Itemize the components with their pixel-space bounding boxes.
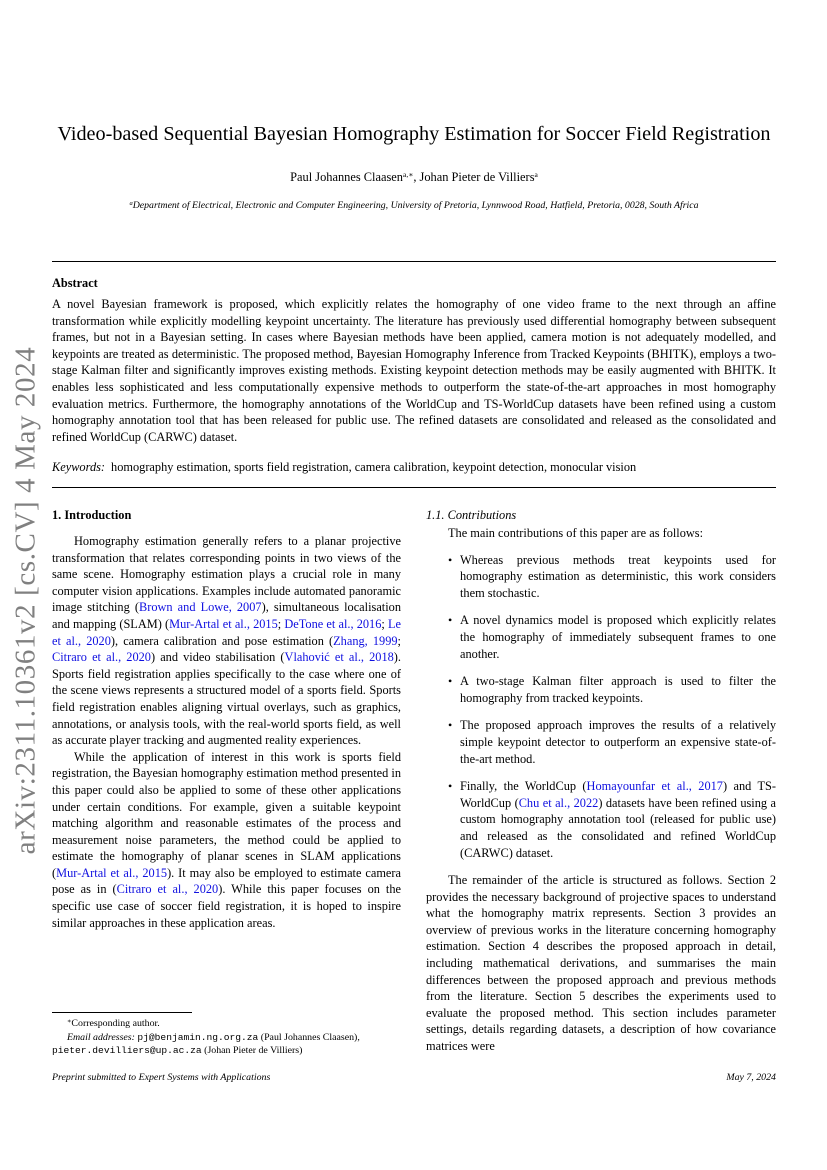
citation-link[interactable]: Citraro et al., 2020 [52, 650, 151, 665]
list-item [426, 717, 776, 767]
list-item-text: Whereas previous methods treat keypoints used for homography estimation as deterministic, this work considers them stochastic. [460, 552, 776, 600]
author-separator: , [413, 170, 420, 184]
email-label: Email addresses: [67, 1031, 135, 1043]
abstract-heading: Abstract [52, 276, 98, 290]
keywords-text: homography estimation, sports field registration, camera calibration, keypoint detection, monocular vision [111, 460, 637, 474]
text-run: ). While this paper focuses on the specific use case of soccer field registration, it is hoped to inspire similar approaches in these application areas. [52, 882, 401, 930]
list-item [426, 612, 776, 662]
author-affiliation-mark: a [534, 170, 538, 179]
footnotes [52, 1015, 412, 1058]
list-item-text: A two-stage Kalman filter approach is used to filter the homography from tracked keypoints. [460, 674, 776, 705]
citation-link[interactable]: Homayounfar et al., 2017 [586, 779, 723, 794]
footnote-emails [52, 1031, 412, 1045]
corresponding-mark: ∗ [67, 1018, 72, 1025]
abstract-top-rule [52, 261, 776, 262]
arxiv-identifier-stamp [6, 330, 46, 870]
footer-date: May 7, 2024 [726, 1072, 776, 1083]
bullet-icon: • [448, 613, 453, 628]
left-column [52, 507, 401, 931]
email-owner: (Paul Johannes Claasen), [260, 1031, 360, 1043]
text-run: While the application of interest in this work is sports field registration, the Bayesian homography estimation method presented in this paper could also be applied to some of these other applications under certain conditions. For example, given a suitable keypoint matching algorithm and reasonable estimates of the process and measurement noise parameters, the method could be applied to estimate the homography of planar scenes in SLAM applications ( [52, 749, 401, 880]
list-item-text: A novel dynamics model is proposed which explicitly relates the homography of immediately subsequent frames to one another. [460, 613, 776, 661]
keywords-label: Keywords: [52, 460, 106, 474]
email-owner: (Johan Pieter de Villiers) [204, 1045, 303, 1056]
text-run: ) datasets have been refined using a custom homography annotation tool (released for public use) and released as the consolidated and refined WorldCup (CARWC) dataset. [460, 795, 776, 860]
bullet-icon: • [448, 674, 453, 689]
arxiv-identifier-text: arXiv:2311.10361v2 [cs.CV] 4 May 2024 [9, 346, 42, 854]
right-column [426, 507, 776, 1055]
subsection-heading-contributions: 1.1. Contributions [426, 508, 517, 522]
intro-paragraph-2 [52, 749, 401, 932]
list-item [426, 673, 776, 706]
text-run: ). Sports field registration applies specifically to the case where one of the scene views represents a structured model of a sports field. Sports field registration enables aligning virtual overlays, such as graphics, annotations, or analysis tools, with the real-world sports field, as well as accurate player tracking and augmented reality experiences. [52, 650, 401, 748]
citation-link[interactable]: Chu et al., 2022 [518, 795, 599, 810]
text-run: ; [397, 633, 401, 648]
citation-link[interactable]: Citraro et al., 2020 [116, 882, 219, 897]
bullet-icon: • [448, 718, 453, 733]
email-link[interactable]: pieter.devilliers@up.ac.za [52, 1045, 202, 1056]
abstract-bottom-rule [52, 487, 776, 488]
author-name: Paul Johannes Claasen [290, 170, 403, 184]
citation-link[interactable]: Zhang, 1999 [333, 633, 398, 648]
citation-link[interactable]: Brown and Lowe, 2007 [138, 600, 262, 615]
text-run: Finally, the WorldCup ( [460, 779, 587, 794]
affiliation-mark: a [129, 200, 133, 207]
author-affiliation-mark: a,∗ [403, 170, 414, 179]
footnote-rule [52, 1012, 192, 1013]
abstract-text: A novel Bayesian framework is proposed, which explicitly relates the homography of one video frame to the next through an affine transformation while explicitly modelling keypoint uncertainty. The literature has previously used differential homography between subsequent frames, but not in a Bayesian setting. In cases where Bayesian methods have been applied, camera motion is not adequately modelled, and keypoints are treated as deterministic. The proposed method, Bayesian Homography Inference from Tracked Keypoints (BHITK), employs a two-stage Kalman filter and significantly improves existing methods. Existing keypoint detection methods may be easily augmented with BHITK. It enables less sophisticated and less computationally expensive methods to outperform the state-of-the-art approaches in most homography evaluation metrics. Furthermore, the homography annotations of the WorldCup and TS-WorldCup datasets have been refined using a custom homography annotation tool that has been released for public use. The refined datasets are consolidated and released as the consolidated and refined WorldCup (CARWC) dataset. [52, 297, 776, 444]
paper-title: Video-based Sequential Bayesian Homography Estimation for Soccer Field Registration [57, 123, 771, 145]
intro-paragraph-1 [52, 533, 401, 749]
footnote-text: Corresponding author. [71, 1018, 160, 1029]
citation-link[interactable]: Mur-Artal et al., 2015 [169, 616, 278, 631]
footer-journal: Preprint submitted to Expert Systems with Applications [52, 1072, 271, 1083]
section-heading-introduction: 1. Introduction [52, 508, 132, 522]
text-run: ), camera calibration and pose estimation ( [110, 633, 334, 648]
remainder-paragraph: The remainder of the article is structured as follows. Section 2 provides the necessary background of projective spaces to understand what the homography matrix represents. Section 3 provides an overview of previous works in the literature concerning homography estimation. Section 4 describes the proposed approach in detail, including mathematical derivations, and summarises the main differences between the proposed approach and previous methods from the literature. Section 5 describes the experiments used to evaluate the proposed method. This section includes parameter settings, details regarding datasets, a description of how covariance matrices were [426, 873, 776, 1054]
contributions-list [426, 552, 776, 862]
text-run: ; [277, 616, 285, 631]
text-run: ), simultaneous localisation and mapping (SLAM) ( [52, 600, 402, 631]
author-name: Johan Pieter de Villiers [419, 170, 535, 184]
citation-link[interactable]: Mur-Artal et al., 2015 [56, 865, 168, 880]
list-item-text: The proposed approach improves the results of a relatively simple keypoint detector to outperform an expensive state-of-the-art method. [460, 718, 776, 766]
footnote-emails-cont [52, 1044, 412, 1058]
bullet-icon: • [448, 552, 453, 567]
affiliation-text: Department of Electrical, Electronic and Computer Engineering, University of Pretoria, Lynnwood Road, Hatfield, Pretoria, 0028, South Africa [132, 200, 699, 211]
citation-link[interactable]: Vlahović et al., 2018 [284, 650, 394, 665]
text-run: Homography estimation generally refers to a planar projective transformation that relates corresponding points in two views of the same scene. Homography estimation plays a crucial role in many computer vision applications. Examples include automated panoramic image stitching ( [52, 534, 401, 615]
author-list [52, 167, 776, 185]
list-item [426, 778, 776, 861]
text-run: ) and video stabilisation ( [150, 650, 285, 665]
citation-link[interactable]: Le et al., 2020 [52, 616, 402, 648]
text-run: ) and TS-WorldCup ( [460, 779, 776, 810]
contributions-intro: The main contributions of this paper are as follows: [448, 526, 704, 540]
list-item [426, 552, 776, 602]
footnote-corresponding [52, 1015, 412, 1031]
bullet-icon: • [448, 779, 453, 794]
email-link[interactable]: pj@benjamin.ng.org.za [137, 1031, 259, 1043]
keywords [52, 459, 776, 475]
text-run: ). It may also be employed to estimate camera pose as in ( [52, 865, 402, 897]
citation-link[interactable]: DeTone et al., 2016 [284, 616, 382, 631]
text-run: ; [381, 616, 388, 631]
affiliation [52, 197, 776, 212]
